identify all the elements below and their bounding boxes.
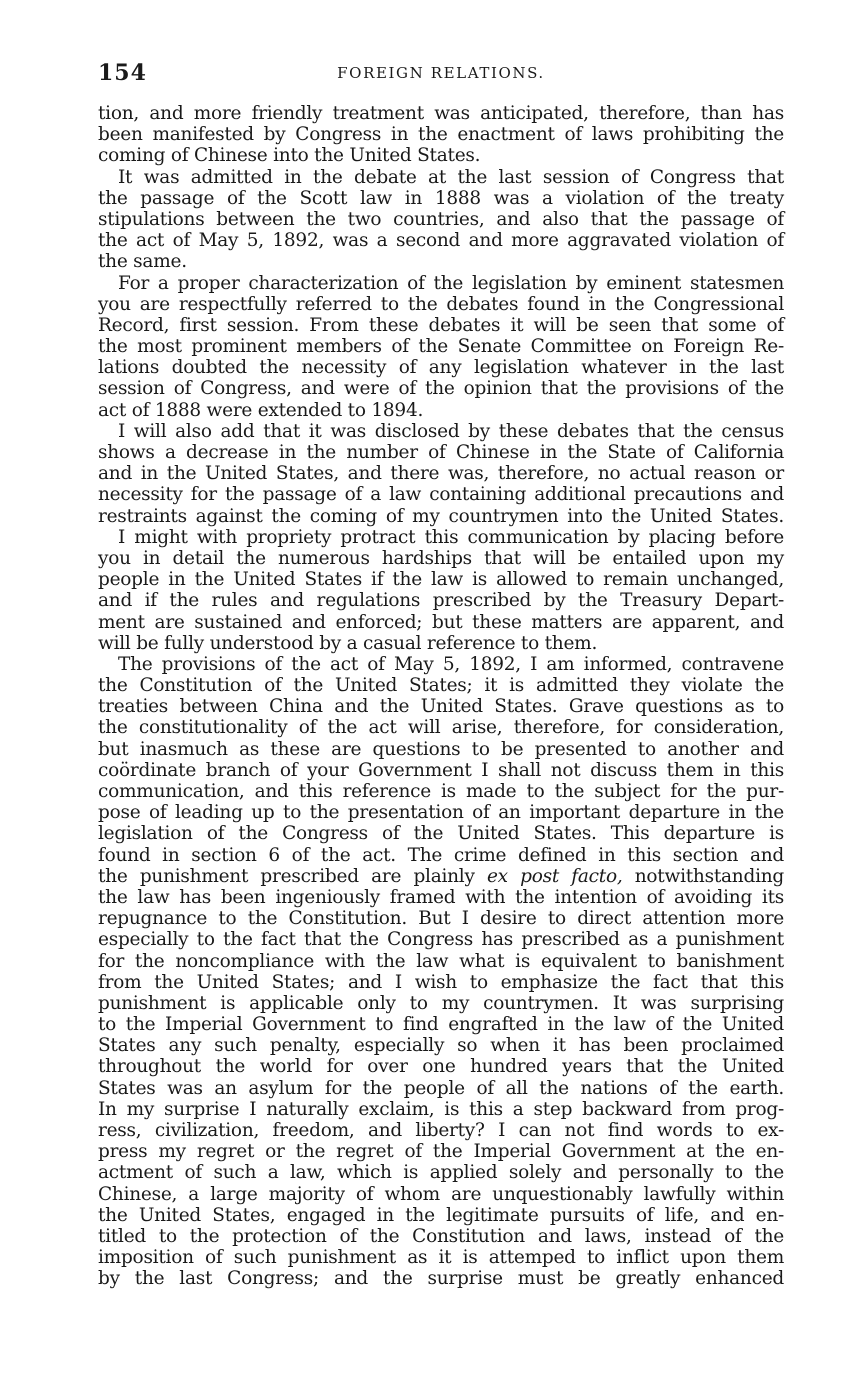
text-line: repugnance to the Constitution. But I desire to direct attention more <box>98 908 784 930</box>
text-line: restraints against the coming of my countrymen into the United States. <box>98 505 784 527</box>
text-line: pose of leading up to the presentation of an important departure in the <box>98 802 784 824</box>
text-line: you in detail the numerous hardships that will be entailed upon my <box>98 547 784 569</box>
text-line: act of 1888 were extended to 1894. <box>98 399 424 421</box>
text-line: you are respectfully referred to the debates found in the Congressional <box>98 293 784 315</box>
page-header <box>98 60 784 90</box>
text-line: the most prominent members of the Senate Committee on Foreign Re- <box>98 336 784 358</box>
text-line: for the noncompliance with the law what is equivalent to banishment <box>98 950 784 972</box>
text-line: press my regret or the regret of the Imperial Government at the en- <box>98 1141 784 1163</box>
text-line: It was admitted in the debate at the last session of Congress that <box>118 166 784 188</box>
text-line: Chinese, a large majority of whom are unquestionably lawfully within <box>98 1183 784 1205</box>
text-line: the constitutionality of the act will arise, therefore, for consideration, <box>98 717 784 739</box>
text-line: found in section 6 of the act. The crime defined in this section and <box>98 844 784 866</box>
text-fragment: notwithstanding <box>622 865 784 887</box>
text-line: throughout the world for over one hundred years that the United <box>98 1056 784 1078</box>
text-line: I might with propriety protract this communication by placing before <box>118 526 784 548</box>
text-line: In my surprise I naturally exclaim, is this a step backward from prog- <box>98 1098 784 1120</box>
text-line: For a proper characterization of the legislation by eminent statesmen <box>118 272 784 294</box>
running-head: FOREIGN RELATIONS. <box>337 64 545 82</box>
text-line: stipulations between the two countries, and also that the passage of <box>98 208 784 230</box>
text-line: especially to the fact that the Congress has prescribed as a punishment <box>98 929 784 951</box>
text-line: coming of Chinese into the United States. <box>98 145 481 167</box>
text-line: titled to the protection of the Constitution and laws, instead of the <box>98 1225 784 1247</box>
text-line: ment are sustained and enforced; but these matters are apparent, and <box>98 611 784 633</box>
text-fragment: the punishment prescribed are plainly <box>98 865 487 887</box>
text-line: the passage of the Scott law in 1888 was a violation of the treaty <box>98 187 784 209</box>
text-line: from the United States; and I wish to emphasize the fact that this <box>98 971 784 993</box>
text-line: punishment is applicable only to my countrymen. It was surprising <box>98 992 784 1014</box>
text-line: to the Imperial Government to find engrafted in the law of the United <box>98 1014 784 1036</box>
text-line: coördinate branch of your Government I shall not discuss them in this <box>98 759 784 781</box>
text-line: I will also add that it was disclosed by these debates that the census <box>118 420 784 442</box>
text-line: will be fully understood by a casual reference to them. <box>98 632 598 654</box>
text-line: States was an asylum for the people of all the nations of the earth. <box>98 1077 784 1099</box>
text-line: States any such penalty, especially so when it has been proclaimed <box>98 1035 784 1057</box>
text-line <box>98 1290 784 1311</box>
text-line: Record, first session. From these debates it will be seen that some of <box>98 314 784 336</box>
body-text <box>98 103 784 1311</box>
text-line: imposition of such punishment as it is attemped to inflict upon them <box>98 1247 784 1269</box>
text-line: communication, and this reference is made to the subject for the pur- <box>98 781 784 802</box>
text-line: treaties between China and the United States. Grave questions as to <box>98 696 784 718</box>
text-line: the act of May 5, 1892, was a second and more aggravated violation of <box>98 230 784 252</box>
text-line: the law has been ingeniously framed with the intention of avoiding its <box>98 886 784 908</box>
text-line: lations doubted the necessity of any legislation whatever in the last <box>98 357 784 379</box>
italic-phrase: ex post facto, <box>486 865 623 887</box>
text-line: actment of such a law, which is applied solely and personally to the <box>98 1162 784 1184</box>
text-line: by the last Congress; and the surprise must be greatly enhanced <box>98 1268 784 1290</box>
text-line: the United States, engaged in the legitimate pursuits of life, and en- <box>98 1204 784 1226</box>
text-line <box>98 866 784 887</box>
text-line: necessity for the passage of a law containing additional precautions and <box>98 484 784 506</box>
text-line: tion, and more friendly treatment was anticipated, therefore, than has <box>98 103 784 124</box>
text-line: people in the United States if the law is allowed to remain unchanged, <box>98 569 784 591</box>
text-line: but inasmuch as these are questions to be presented to another and <box>98 738 784 760</box>
text-line: been manifested by Congress in the enactment of laws prohibiting the <box>98 124 784 146</box>
text-line: and if the rules and regulations prescribed by the Treasury Depart- <box>98 590 784 612</box>
text-line: ress, civilization, freedom, and liberty? I can not find words to ex- <box>98 1120 784 1141</box>
text-line: session of Congress, and were of the opinion that the provisions of the <box>98 378 784 400</box>
page-number: 154 <box>98 60 147 86</box>
text-line: shows a decrease in the number of Chinese in the State of California <box>98 442 784 463</box>
text-line: The provisions of the act of May 5, 1892, I am informed, contravene <box>118 653 784 675</box>
text-line: the Constitution of the United States; it is admitted they violate the <box>98 675 784 697</box>
text-line: legislation of the Congress of the United States. This departure is <box>98 823 784 845</box>
text-line: the same. <box>98 251 187 273</box>
text-line: and in the United States, and there was, therefore, no actual reason or <box>98 463 784 485</box>
